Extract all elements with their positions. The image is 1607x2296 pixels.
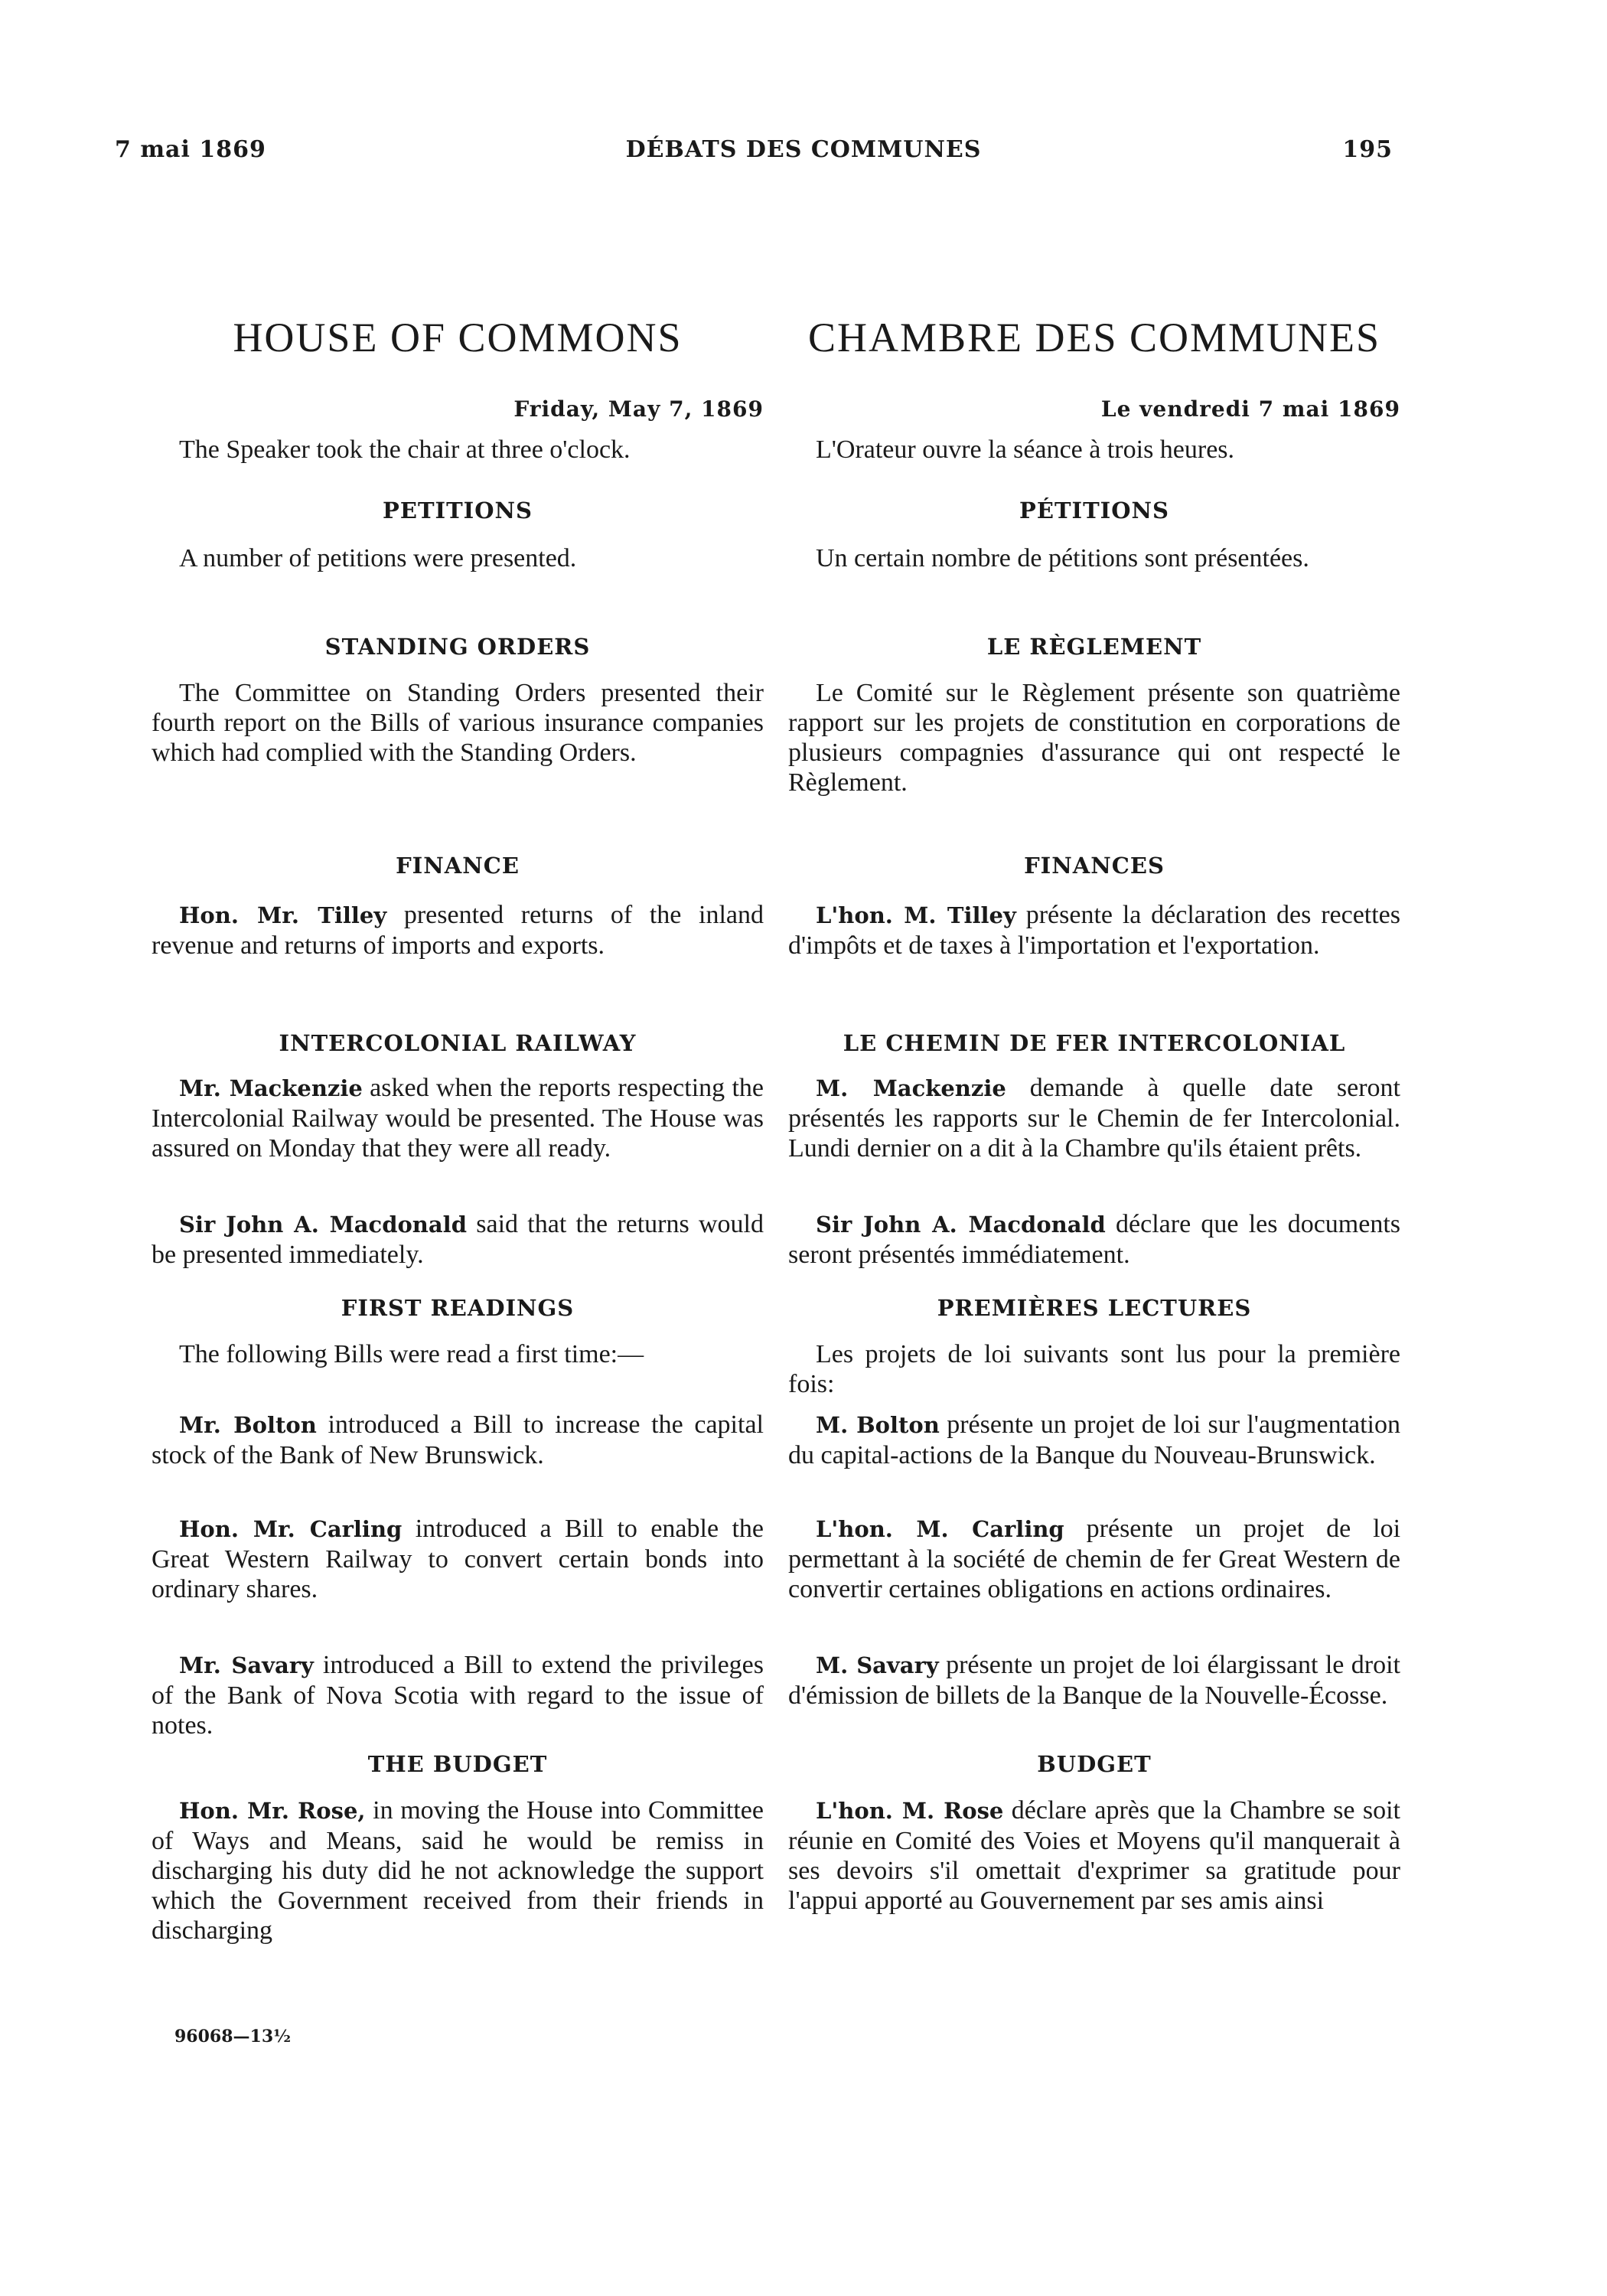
french-standing-orders-text: Le Comité sur le Règlement présente son quatrième rapport sur les projets de constitution en corporations de plusieurs compagnies d'assurance qui ont respecté le Règlement. bbox=[788, 679, 1400, 797]
english-petitions-text: A number of petitions were presented. bbox=[179, 544, 577, 572]
speaker-name: Mr. Savary bbox=[179, 1652, 314, 1678]
french-bolton-paragraph bbox=[788, 1410, 1400, 1470]
english-savary-text: introduced a Bill to extend the privileges of the Bank of Nova Scotia with regard to the issue of notes. bbox=[152, 1651, 764, 1740]
speaker-name: M. Savary bbox=[816, 1652, 939, 1678]
french-dateline: Le vendredi 7 mai 1869 bbox=[1100, 396, 1400, 422]
french-railway-text-1: demande à quelle date seront présentés les rapports sur le Chemin de fer Intercolonial. Lundi dernier on a dit à la Chambre qu'ils étaient prêts. bbox=[788, 1074, 1400, 1163]
speaker-name: Hon. Mr. Carling bbox=[179, 1516, 403, 1542]
speaker-name: Mr. Bolton bbox=[179, 1412, 317, 1438]
english-standing-orders-text: The Committee on Standing Orders presented their fourth report on the Bills of various insurance companies which had complied with the Standing Orders. bbox=[152, 679, 764, 767]
speaker-name: L'hon. M. Carling bbox=[816, 1516, 1064, 1542]
english-finance-heading: FINANCE bbox=[396, 853, 520, 879]
french-petitions-text: Un certain nombre de pétitions sont présentées. bbox=[816, 544, 1309, 572]
speaker-name: Mr. Mackenzie bbox=[179, 1075, 363, 1101]
french-railway-text-2: déclare que les documents seront présentés immédiatement. bbox=[788, 1210, 1400, 1269]
english-finance-text: presented returns of the inland revenue and returns of imports and exports. bbox=[152, 901, 764, 960]
french-savary-paragraph bbox=[788, 1650, 1400, 1711]
speaker-name: M. Bolton bbox=[816, 1412, 940, 1438]
english-dateline: Friday, May 7, 1869 bbox=[513, 396, 764, 422]
english-standing-orders-heading: STANDING ORDERS bbox=[324, 634, 591, 660]
french-readings-intro: Les projets de loi suivants sont lus pour la première fois: bbox=[788, 1340, 1400, 1398]
french-opening: L'Orateur ouvre la séance à trois heures. bbox=[816, 435, 1235, 464]
french-budget-heading: BUDGET bbox=[1037, 1751, 1152, 1777]
english-railway-text-2: said that the returns would be presented immediately. bbox=[152, 1210, 764, 1269]
speaker-name: M. Mackenzie bbox=[816, 1075, 1006, 1101]
french-railway-paragraph-1 bbox=[788, 1073, 1400, 1163]
speaker-name: Sir John A. Macdonald bbox=[179, 1212, 467, 1238]
french-bolton-text: présente un projet de loi sur l'augmentation du capital-actions de la Banque du Nouveau-Brunswick. bbox=[788, 1411, 1400, 1469]
french-rose-text: déclare après que la Chambre se soit réunie en Comité des Voies et Moyens qu'il manquerait à ses devoirs s'il omettait d'exprimer sa gratitude pour l'appui apporté au Gouvernement par ses amis ainsi bbox=[788, 1796, 1400, 1915]
french-title: CHAMBRE DES COMMUNES bbox=[807, 315, 1381, 360]
english-railway-text-1: asked when the reports respecting the Intercolonial Railway would be presented. The House was assured on Monday that they were all ready. bbox=[152, 1074, 764, 1163]
english-readings-heading: FIRST READINGS bbox=[341, 1295, 575, 1321]
english-railway-paragraph-2 bbox=[152, 1209, 764, 1270]
french-carling-paragraph bbox=[788, 1514, 1400, 1604]
running-head bbox=[0, 136, 1607, 182]
speaker-name: Hon. Mr. Tilley bbox=[179, 902, 387, 928]
speaker-name: Sir John A. Macdonald bbox=[816, 1212, 1106, 1238]
french-finance-heading: FINANCES bbox=[1024, 853, 1165, 879]
header-date: 7 mai 1869 bbox=[115, 136, 266, 163]
english-carling-text: introduced a Bill to enable the Great Western Railway to convert certain bonds into ordinary shares. bbox=[152, 1515, 764, 1603]
print-code: 96068—13½ bbox=[174, 2027, 292, 2047]
french-standing-orders-heading: LE RÈGLEMENT bbox=[986, 634, 1202, 660]
french-savary-text: présente un projet de loi élargissant le droit d'émission de billets de la Banque de la Nouvelle-Écosse. bbox=[788, 1651, 1400, 1710]
page-number: 195 bbox=[1342, 136, 1393, 163]
english-readings-intro: The following Bills were read a first time:— bbox=[179, 1340, 644, 1368]
english-railway-heading: INTERCOLONIAL RAILWAY bbox=[279, 1030, 637, 1056]
french-readings-heading: PREMIÈRES LECTURES bbox=[937, 1295, 1252, 1321]
english-finance-paragraph bbox=[152, 900, 764, 960]
header-title: DÉBATS DES COMMUNES bbox=[625, 136, 982, 163]
english-title: HOUSE OF COMMONS bbox=[233, 315, 683, 360]
english-savary-paragraph bbox=[152, 1650, 764, 1740]
english-railway-paragraph-1 bbox=[152, 1073, 764, 1163]
french-rose-paragraph bbox=[788, 1795, 1400, 1916]
english-rose-text: in moving the House into Committee of Ways and Means, said he would be remiss in discharging his duty did he not acknowledge the support which the Government received from their friends in discharging bbox=[152, 1796, 764, 1945]
english-bolton-text: introduced a Bill to increase the capital stock of the Bank of New Brunswick. bbox=[152, 1411, 764, 1469]
french-petitions-heading: PÉTITIONS bbox=[1019, 497, 1169, 523]
english-petitions-heading: PETITIONS bbox=[383, 497, 533, 523]
french-railway-heading: LE CHEMIN DE FER INTERCOLONIAL bbox=[843, 1030, 1346, 1056]
english-rose-paragraph bbox=[152, 1795, 764, 1945]
speaker-name: L'hon. M. Tilley bbox=[816, 902, 1016, 928]
french-finance-text: présente la déclaration des recettes d'impôts et de taxes à l'importation et l'exportation. bbox=[788, 901, 1401, 960]
english-carling-paragraph bbox=[152, 1514, 764, 1604]
french-railway-paragraph-2 bbox=[788, 1209, 1400, 1270]
english-budget-heading: THE BUDGET bbox=[367, 1751, 548, 1777]
french-finance-paragraph bbox=[788, 900, 1400, 960]
speaker-name: Hon. Mr. Rose, bbox=[179, 1798, 366, 1824]
french-carling-text: présente un projet de loi permettant à la société de chemin de fer Great Western de convertir certaines obligations en actions ordinaires. bbox=[788, 1515, 1401, 1603]
english-bolton-paragraph bbox=[152, 1410, 764, 1470]
speaker-name: L'hon. M. Rose bbox=[816, 1798, 1004, 1824]
english-opening: The Speaker took the chair at three o'clock. bbox=[179, 435, 631, 464]
